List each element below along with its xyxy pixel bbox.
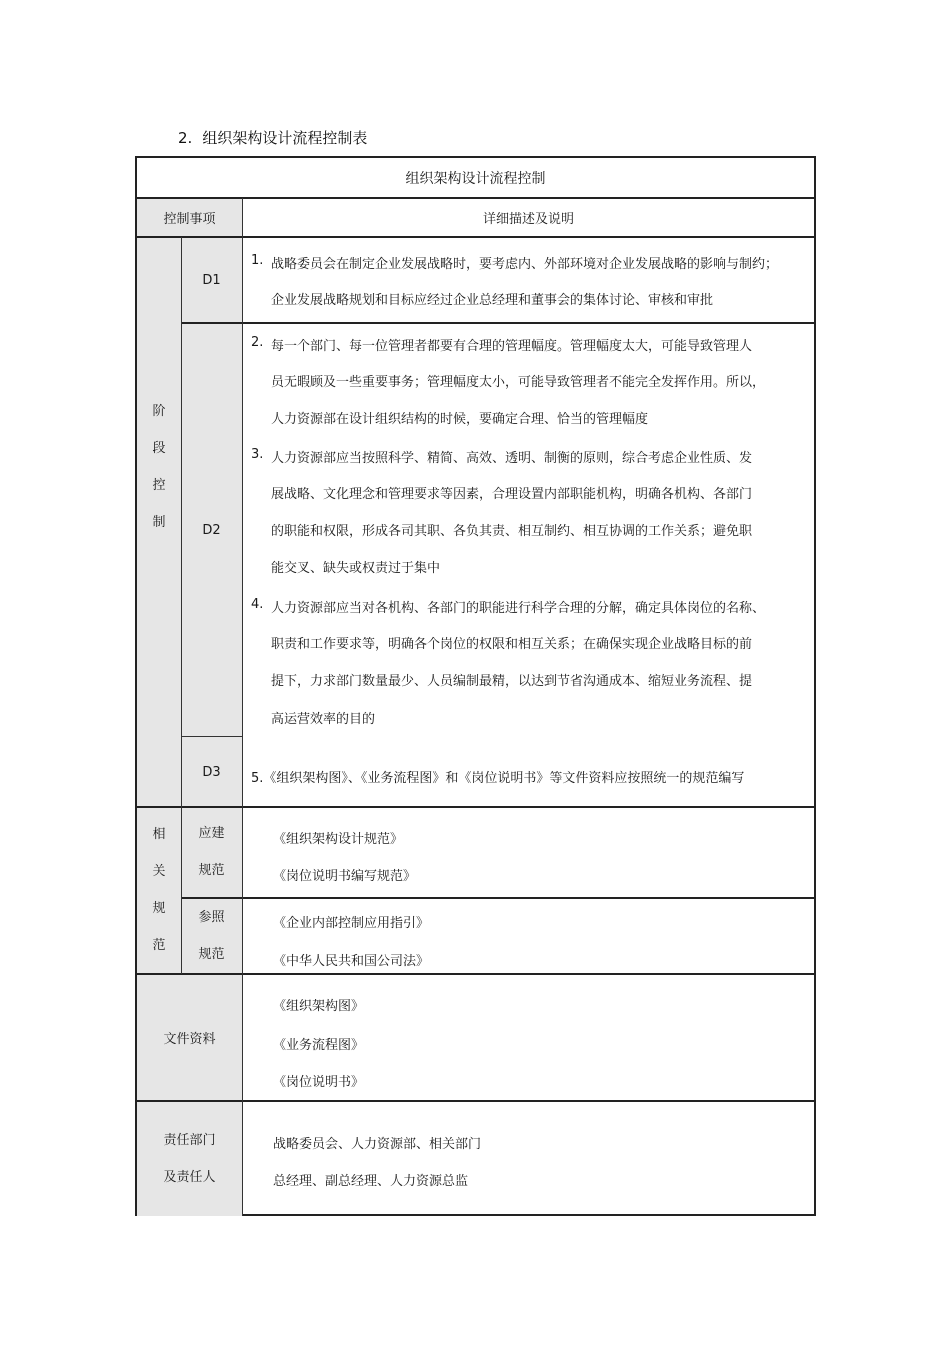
should-build-label — [181, 807, 242, 897]
item-line: 提下，力求部门数量最少、人员编制最精，以达到节省沟通成本、缩短业务流程、提 — [271, 674, 753, 689]
item-number: 4. — [251, 597, 264, 612]
item-line: 能交叉、缺失或权责过于集中 — [271, 561, 441, 576]
d1-description — [251, 238, 811, 322]
item-line: 战略委员会在制定企业发展战略时，要考虑内、外部环境对企业发展战略的影响与制约； — [271, 257, 779, 272]
header-control-items: 控制事项 — [163, 212, 216, 227]
item-line: 人力资源部应当对各机构、各部门的职能进行科学合理的分解，确定具体岗位的名称、 — [271, 601, 766, 616]
section-number: 2. — [178, 129, 193, 147]
norms-label-char: 规 — [152, 901, 166, 916]
control-table — [135, 156, 816, 1216]
responsibility-item: 总经理、副总经理、人力资源总监 — [273, 1174, 469, 1189]
item-number: 3. — [251, 447, 264, 462]
stage-label-char: 制 — [152, 515, 166, 530]
d3-text: 5.《组织架构图》、《业务流程图》和《岗位说明书》等文件资料应按照统一的规范编写 — [251, 771, 745, 786]
responsibility-label — [137, 1102, 242, 1216]
responsibility-label-line: 责任部门 — [163, 1133, 216, 1148]
stage-label-char: 阶 — [152, 404, 166, 419]
stage-label-char: 控 — [152, 478, 166, 493]
item-line: 人力资源部在设计组织结构的时候，要确定合理、恰当的管理幅度 — [271, 412, 649, 427]
document-item: 《业务流程图》 — [273, 1038, 365, 1053]
document-item: 《岗位说明书》 — [273, 1075, 365, 1090]
norms-label-char: 关 — [152, 864, 166, 879]
item-number: 1. — [251, 253, 264, 268]
reference-list — [273, 899, 803, 973]
d2-code: D2 — [202, 522, 221, 538]
d1-code: D1 — [202, 272, 221, 288]
section-heading — [178, 127, 367, 148]
norm-item: 《岗位说明书编写规范》 — [273, 869, 417, 884]
responsibility-label-line: 及责任人 — [163, 1170, 216, 1185]
item-line: 每一个部门、每一位管理者都要有合理的管理幅度。管理幅度太大，可能导致管理人 — [271, 339, 753, 354]
rule-label-divider — [242, 198, 243, 1216]
reference-label — [181, 899, 242, 973]
responsibility-list — [273, 1102, 803, 1216]
d3-code: D3 — [202, 764, 221, 780]
document-item: 《组织架构图》 — [273, 999, 365, 1014]
responsibility-item: 战略委员会、人力资源部、相关部门 — [273, 1137, 482, 1152]
item-line: 人力资源部应当按照科学、精简、高效、透明、制衡的原则，综合考虑企业性质、发 — [271, 451, 753, 466]
item-line: 职责和工作要求等，明确各个岗位的权限和相互关系；在确保实现企业战略目标的前 — [271, 637, 753, 652]
header-description: 详细描述及说明 — [482, 212, 574, 227]
sub-label-line: 规范 — [198, 947, 225, 962]
item-number: 2. — [251, 335, 264, 350]
norms-label-char: 范 — [152, 938, 166, 953]
norm-item: 《中华人民共和国公司法》 — [273, 954, 430, 969]
stage-label-char: 段 — [152, 441, 166, 456]
item-line: 高运营效率的目的 — [271, 712, 376, 727]
norm-item: 《企业内部控制应用指引》 — [273, 916, 430, 931]
norm-item: 《组织架构设计规范》 — [273, 832, 404, 847]
should-build-list — [273, 807, 803, 897]
d3-description — [251, 738, 811, 806]
d2-description — [251, 324, 811, 736]
item-line: 的职能和权限，形成各司其职、各负其责、相互制约、相互协调的工作关系；避免职 — [271, 524, 753, 539]
documents-list — [273, 975, 803, 1100]
documents-label: 文件资料 — [163, 1032, 216, 1047]
table-title: 组织架构设计流程控制 — [405, 170, 546, 187]
sub-label-line: 规范 — [198, 863, 225, 878]
item-line: 展战略、文化理念和管理要求等因素，合理设置内部职能机构，明确各机构、各部门 — [271, 487, 753, 502]
sub-label-line: 参照 — [198, 910, 225, 925]
item-line: 员无暇顾及一些重要事务；管理幅度太小，可能导致管理者不能完全发挥作用。所以， — [271, 375, 766, 390]
related-norms-label — [137, 807, 181, 973]
section-title: 组织架构设计流程控制表 — [202, 129, 368, 147]
sub-label-line: 应建 — [198, 826, 225, 841]
rule-d2-bottom — [181, 736, 242, 737]
norms-label-char: 相 — [152, 827, 166, 842]
stage-control-label — [137, 237, 181, 697]
item-line: 企业发展战略规划和目标应经过企业总经理和董事会的集体讨论、审核和审批 — [271, 293, 714, 308]
